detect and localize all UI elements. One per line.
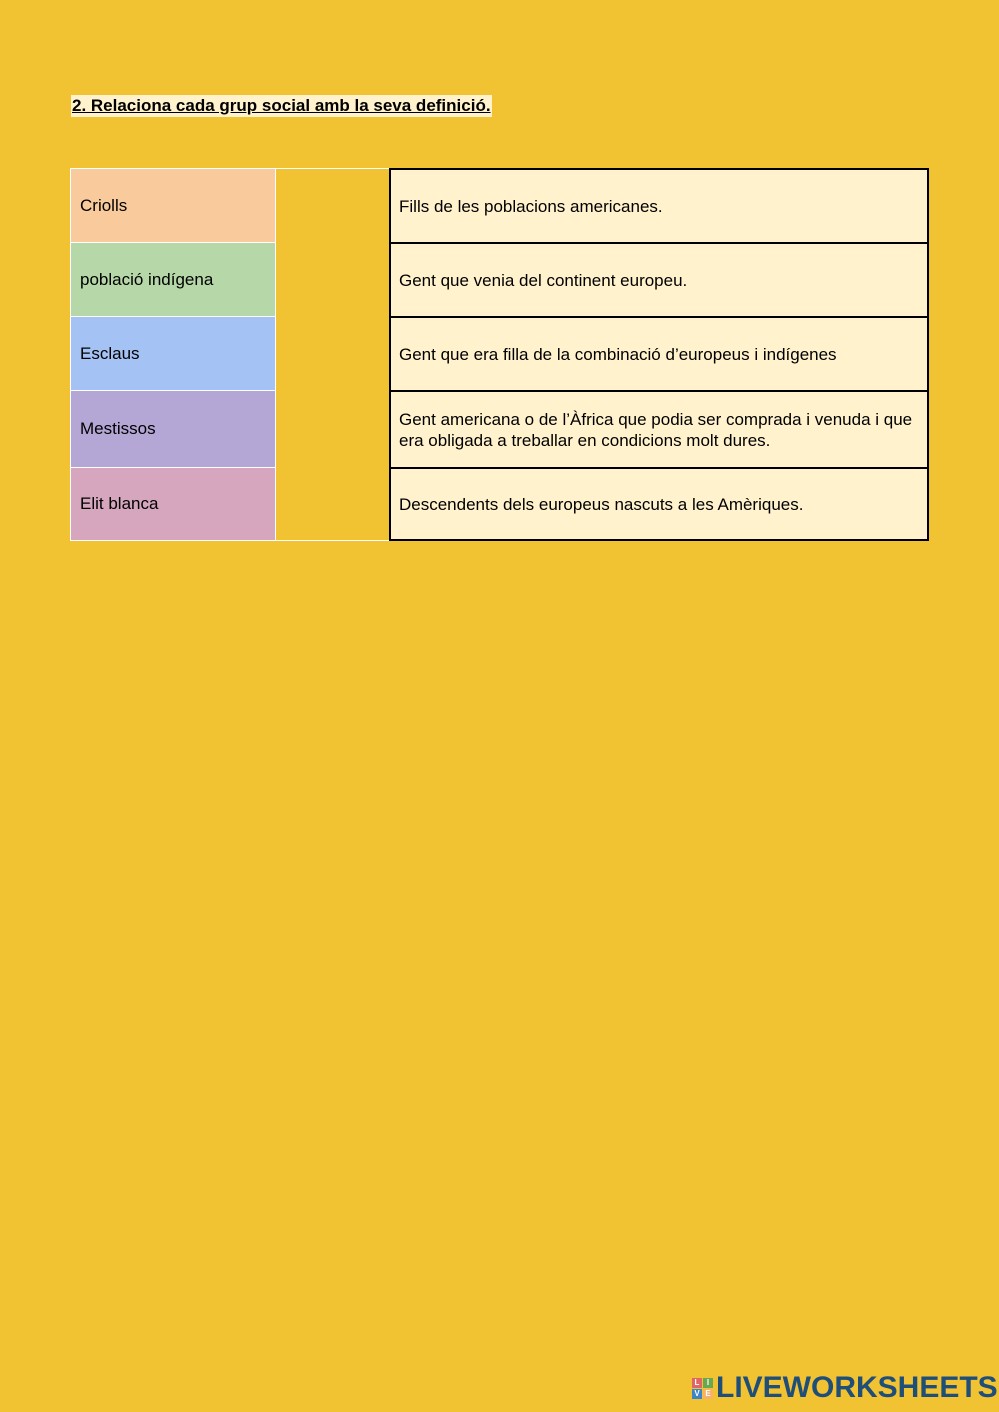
terms-column [70, 168, 276, 541]
definition-cell-5[interactable]: Descendents dels europeus nascuts a les Amèriques. [389, 467, 929, 541]
term-cell-criolls[interactable]: Criolls [70, 168, 276, 242]
logo-text: LIVEWORKSHEETS [716, 1371, 998, 1404]
term-cell-poblacio-indigena[interactable]: població indígena [70, 242, 276, 316]
term-cell-elit-blanca[interactable]: Elit blanca [70, 467, 276, 541]
definitions-column [389, 168, 929, 541]
logo-mark-icon [692, 1378, 713, 1399]
liveworksheets-logo [692, 1372, 998, 1404]
logo-mark-letter: L [692, 1378, 702, 1388]
logo-mark-letter: E [703, 1389, 713, 1399]
definition-cell-4[interactable]: Gent americana o de l’Àfrica que podia ser comprada i venuda i que era obligada a treballar en condicions molt dures. [389, 390, 929, 467]
definition-cell-1[interactable]: Fills de les poblacions americanes. [389, 168, 929, 242]
instruction-heading: 2. Relaciona cada grup social amb la seva definició. [72, 96, 491, 115]
logo-mark-letter: V [692, 1389, 702, 1399]
logo-mark-letter: I [703, 1378, 713, 1388]
definition-cell-2[interactable]: Gent que venia del continent europeu. [389, 242, 929, 316]
matching-area[interactable] [275, 168, 389, 541]
term-cell-esclaus[interactable]: Esclaus [70, 316, 276, 390]
term-cell-mestissos[interactable]: Mestissos [70, 390, 276, 467]
definition-cell-3[interactable]: Gent que era filla de la combinació d’europeus i indígenes [389, 316, 929, 390]
